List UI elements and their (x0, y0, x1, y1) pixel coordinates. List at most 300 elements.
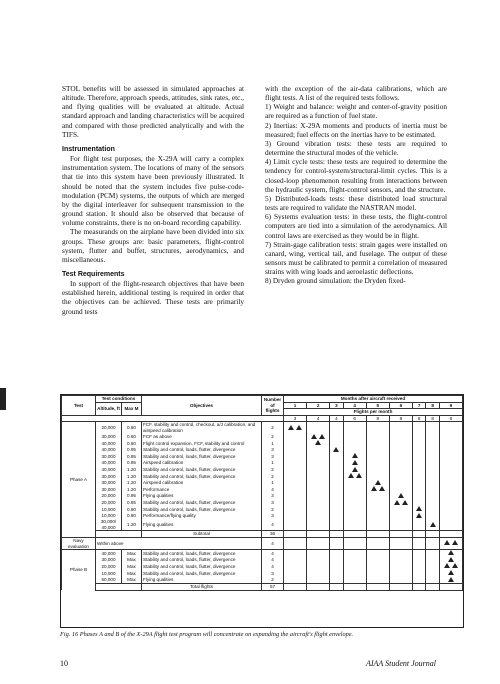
test-flight-marker (444, 540, 450, 545)
schedule-cell (389, 563, 412, 570)
schedule-cell (284, 570, 307, 577)
schedule-cell (439, 519, 462, 531)
table-cell: 3 (262, 447, 284, 454)
table-cell: FCF, stability and control, checkout, a/J calibration, and airspeed calibration (142, 422, 262, 434)
schedule-cell (366, 473, 389, 480)
schedule-cell (413, 467, 426, 474)
schedule-cell (413, 480, 426, 487)
schedule-cell (389, 500, 412, 507)
schedule-cell (343, 460, 366, 467)
table-cell: Flying qualities (142, 493, 262, 500)
table-row (62, 453, 463, 460)
table-cell: Airspeed calibration (142, 460, 262, 467)
schedule-cell (389, 570, 412, 577)
list-item: 5) Distributed-loads tests: these distributed load structural tests are required to validate the NASTRAN model. (265, 193, 447, 213)
schedule-cell (343, 473, 366, 480)
month-label: 8 (426, 402, 439, 409)
schedule-cell (343, 563, 366, 570)
table-cell: 0.95 (122, 447, 142, 454)
schedule-cell (426, 467, 439, 474)
table-cell: Airspeed calibration (142, 480, 262, 487)
schedule-cell (439, 513, 462, 520)
schedule-cell (389, 486, 412, 493)
schedule-cell (343, 584, 366, 591)
table-cell: 20,000 (96, 493, 122, 500)
schedule-cell (426, 570, 439, 577)
table-cell: 4 (262, 563, 284, 570)
table-row (62, 422, 463, 434)
table-row (62, 519, 463, 531)
header-objectives: Objectives (142, 396, 262, 416)
schedule-cell (330, 480, 343, 487)
table-cell: Stability and control, loads, flutter, divergence (142, 473, 262, 480)
schedule-cell (343, 453, 366, 460)
table-cell: 2 (262, 577, 284, 584)
table-cell: Max (122, 570, 142, 577)
table-row (62, 557, 463, 564)
schedule-cell (307, 577, 330, 584)
schedule-cell (439, 570, 462, 577)
schedule-cell (343, 500, 366, 507)
schedule-cell (426, 519, 439, 531)
page-number: 10 (60, 659, 68, 668)
schedule-cell (343, 493, 366, 500)
table-row (62, 447, 463, 454)
table-cell: 10,000 (96, 513, 122, 520)
schedule-cell (439, 577, 462, 584)
schedule-cell (413, 500, 426, 507)
schedule-cell (389, 473, 412, 480)
table-cell: 1.20 (122, 486, 142, 493)
schedule-cell (389, 480, 412, 487)
schedule-cell (426, 538, 439, 550)
table-cell: 0.95 (122, 493, 142, 500)
schedule-cell (330, 500, 343, 507)
schedule-cell (366, 467, 389, 474)
schedule-cell (389, 422, 412, 434)
schedule-cell (389, 513, 412, 520)
list-item: 7) Strain-gage calibration tests: strain gages were installed on canard, wing, vertical tail, and fuselage. The output of these sensors must be calibrated to permit a correlation of measured strains with wing loads and aeroelastic deflections. (265, 239, 447, 277)
schedule-cell (413, 440, 426, 447)
schedule-cell (426, 557, 439, 564)
schedule-cell (413, 493, 426, 500)
schedule-cell (366, 550, 389, 557)
month-label: 7 (413, 402, 426, 409)
test-flight-marker (371, 486, 377, 491)
schedule-cell (426, 440, 439, 447)
schedule-cell (284, 467, 307, 474)
table-cell: 1 (262, 440, 284, 447)
schedule-cell (366, 531, 389, 538)
schedule-cell (426, 577, 439, 584)
table-cell: 40,000 (96, 447, 122, 454)
month-label: 3 (330, 402, 343, 409)
schedule-cell (366, 557, 389, 564)
test-flight-marker (394, 500, 400, 505)
table-cell: Flying qualities (142, 519, 262, 531)
table-cell: 0.95 (122, 500, 142, 507)
schedule-cell (284, 493, 307, 500)
table-cell: 2 (262, 422, 284, 434)
schedule-cell (343, 486, 366, 493)
schedule-cell (330, 557, 343, 564)
schedule-cell (389, 447, 412, 454)
test-flight-marker (398, 493, 404, 498)
schedule-cell (330, 550, 343, 557)
schedule-cell (439, 453, 462, 460)
schedule-cell (389, 453, 412, 460)
schedule-cell (330, 460, 343, 467)
test-flight-marker (315, 440, 321, 445)
phase-label: Phase B (62, 550, 96, 591)
subtotal-label: Subtotal (142, 531, 262, 538)
list-item: 3) Ground vibration tests: these tests are required to determine the structural modes of the vehicle. (265, 138, 447, 158)
schedule-cell (439, 538, 462, 550)
list-item: 4) Limit cycle tests: these tests are required to determine the tendency for control-system/structural-limit cycles. This is a closed-loop phenomenon resulting from interactions between the hydraulic system, flight-control sensors, and the structure. (265, 157, 447, 194)
schedule-cell (426, 513, 439, 520)
table-cell: Stability and control, loads, flutter, divergence (142, 563, 262, 570)
test-flight-marker (352, 453, 358, 458)
paragraph: For flight test purposes, the X-29A will carry a complex instrumentation system. The locations of many of the sensors that tie into this system have been previously illustrated. It should be noted that the system includes five pulse-code-modulation (PCM) systems, the outputs of which are merged by the digital interleaver for subsequent transmission to the ground station. It should also be observed that because of volume constraints, there is no on-board recording capability. (62, 154, 244, 228)
schedule-cell (366, 584, 389, 591)
schedule-cell (307, 557, 330, 564)
schedule-cell (343, 519, 366, 531)
schedule-cell (307, 506, 330, 513)
table-cell: 30,000/ 40,000 (96, 519, 122, 531)
schedule-cell (413, 584, 426, 591)
table-cell: 40,000 (96, 467, 122, 474)
schedule-cell (330, 434, 343, 441)
schedule-cell (426, 584, 439, 591)
schedule-cell (284, 447, 307, 454)
schedule-cell (284, 500, 307, 507)
schedule-cell (307, 460, 330, 467)
table-cell: Stability and control, loads, flutter, divergence (142, 467, 262, 474)
table-cell: Performance (142, 486, 262, 493)
schedule-cell (330, 538, 343, 550)
schedule-cell (284, 460, 307, 467)
header-mach: Max M (122, 402, 142, 415)
schedule-cell (330, 570, 343, 577)
month-label: 4 (343, 402, 366, 409)
test-flight-marker (333, 447, 339, 452)
schedule-cell (413, 506, 426, 513)
schedule-cell (413, 519, 426, 531)
schedule-cell (426, 486, 439, 493)
schedule-cell (389, 493, 412, 500)
schedule-cell (413, 538, 426, 550)
schedule-cell (343, 480, 366, 487)
schedule-cell (413, 550, 426, 557)
table-cell: Max (122, 563, 142, 570)
schedule-cell (413, 447, 426, 454)
schedule-cell (426, 473, 439, 480)
schedule-cell (284, 519, 307, 531)
schedule-cell (439, 506, 462, 513)
total-label: Total flights (142, 584, 262, 591)
schedule-cell (389, 519, 412, 531)
table-cell: Stability and control, loads, flutter, divergence (142, 500, 262, 507)
month-label: 2 (307, 402, 330, 409)
schedule-cell (343, 467, 366, 474)
phase-label: Navy evaluation (62, 538, 96, 550)
schedule-cell (389, 577, 412, 584)
list-item: 1) Weight and balance: weight and center-of-gravity position are required as a function of fuel state. (265, 102, 447, 121)
schedule-cell (330, 531, 343, 538)
table-row (62, 493, 463, 500)
table-cell: Flying qualities (142, 577, 262, 584)
schedule-cell (389, 584, 412, 591)
table-cell: 3 (262, 570, 284, 577)
flight-test-schedule-figure (60, 394, 464, 628)
schedule-cell (343, 447, 366, 454)
schedule-cell (426, 531, 439, 538)
schedule-cell (426, 506, 439, 513)
test-flight-marker (452, 563, 458, 568)
test-flight-marker (444, 563, 450, 568)
table-cell: 0.60 (122, 434, 142, 441)
table-cell: 4 (262, 538, 284, 550)
schedule-cell (366, 486, 389, 493)
subtotal-row (62, 531, 463, 538)
schedule-cell (413, 577, 426, 584)
schedule-cell (330, 577, 343, 584)
schedule-cell (426, 480, 439, 487)
schedule-cell (413, 473, 426, 480)
table-cell: Max (122, 557, 142, 564)
flights-count: 8 (426, 415, 439, 422)
schedule-cell (307, 447, 330, 454)
schedule-cell (284, 577, 307, 584)
table-cell: 30,000 (96, 486, 122, 493)
schedule-cell (389, 557, 412, 564)
test-flight-marker (416, 513, 422, 518)
schedule-cell (307, 519, 330, 531)
schedule-cell (366, 493, 389, 500)
schedule-cell (426, 460, 439, 467)
header-flights-per-month: Flights per month (284, 409, 463, 416)
figure-caption: Fig. 16 Phases A and B of the X-29A flight test program will concentrate on expanding the aircraft's flight envelope. (60, 631, 354, 638)
table-row (62, 563, 463, 570)
table-row (62, 460, 463, 467)
test-flight-marker (288, 425, 294, 430)
table-cell: FCF as above (142, 434, 262, 441)
test-flight-marker (402, 500, 408, 505)
test-flight-marker (430, 522, 436, 527)
page-edge-tab (0, 388, 6, 410)
table-cell: Stability and control, loads, flutter, divergence (142, 453, 262, 460)
schedule-cell (439, 434, 462, 441)
schedule-cell (413, 513, 426, 520)
table-cell: 1 (262, 460, 284, 467)
schedule-cell (307, 563, 330, 570)
flights-count: 8 (366, 415, 389, 422)
header-test: Test (62, 396, 96, 416)
schedule-cell (439, 467, 462, 474)
schedule-cell (330, 519, 343, 531)
schedule-cell (343, 531, 366, 538)
table-cell: 4 (262, 486, 284, 493)
schedule-cell (307, 434, 330, 441)
table-cell: 0.60 (122, 440, 142, 447)
schedule-cell (330, 467, 343, 474)
schedule-cell (366, 513, 389, 520)
table-cell (96, 531, 142, 538)
schedule-cell (366, 500, 389, 507)
test-flight-marker (319, 434, 325, 439)
test-flight-marker (352, 467, 358, 472)
section-heading: Instrumentation (62, 145, 115, 153)
schedule-cell (307, 440, 330, 447)
flights-count: 8 (439, 415, 462, 422)
schedule-cell (439, 440, 462, 447)
schedule-cell (343, 550, 366, 557)
table-cell: 2 (262, 473, 284, 480)
table-cell (96, 584, 142, 591)
table-row (62, 480, 463, 487)
table-row (62, 577, 463, 584)
table-cell: 2 (262, 434, 284, 441)
test-flight-marker (448, 577, 454, 582)
month-label: 5 (366, 402, 389, 409)
schedule-cell (343, 538, 366, 550)
table-cell: Stability and control, loads, flutter, divergence (142, 506, 262, 513)
flights-count: 4 (307, 415, 330, 422)
schedule-cell (366, 440, 389, 447)
table-cell: 30,000 (96, 473, 122, 480)
table-cell: 0.95 (122, 453, 142, 460)
schedule-cell (330, 440, 343, 447)
schedule-cell (330, 473, 343, 480)
list-item: 2) Inertias: X-29A moments and products of inertia must be measured; fuel effects on the inertias have to be estimated. (265, 120, 447, 139)
table-row (62, 434, 463, 441)
schedule-cell (284, 440, 307, 447)
schedule-cell (307, 453, 330, 460)
schedule-cell (366, 434, 389, 441)
schedule-cell (389, 538, 412, 550)
table-cell: 20,000 (96, 563, 122, 570)
schedule-cell (307, 584, 330, 591)
schedule-cell (307, 531, 330, 538)
schedule-cell (366, 519, 389, 531)
schedule-cell (284, 538, 307, 550)
schedule-cell (439, 486, 462, 493)
table-cell: Max (122, 550, 142, 557)
schedule-cell (330, 506, 343, 513)
schedule-cell (307, 493, 330, 500)
table-cell: Stability and control, loads, flutter, divergence (142, 550, 262, 557)
schedule-cell (426, 493, 439, 500)
schedule-cell (389, 434, 412, 441)
schedule-cell (307, 467, 330, 474)
schedule-cell (389, 440, 412, 447)
schedule-cell (307, 550, 330, 557)
test-flight-marker (375, 480, 381, 485)
table-cell: 0.60 (122, 422, 142, 434)
schedule-cell (426, 422, 439, 434)
schedule-cell (366, 480, 389, 487)
schedule-cell (343, 422, 366, 434)
table-cell: 1.20 (122, 519, 142, 531)
schedule-cell (426, 563, 439, 570)
flights-count: 6 (343, 415, 366, 422)
table-cell: 0.95 (122, 460, 142, 467)
schedule-cell (439, 557, 462, 564)
table-cell: 10,000 (96, 506, 122, 513)
schedule-cell (284, 584, 307, 591)
schedule-cell (284, 557, 307, 564)
schedule-cell (366, 460, 389, 467)
schedule-cell (284, 486, 307, 493)
flight-test-table (61, 395, 463, 591)
test-flight-marker (416, 506, 422, 511)
flights-count: 8 (413, 415, 426, 422)
schedule-cell (343, 440, 366, 447)
paragraph: STOL benefits will be assessed in simulated approaches at altitude. Therefore, approach speeds, attitudes, sink rates, etc., and flying qualities will be evaluated at altitude. Actual standard approach and landing characteristics will be acquired and compared with those predicted analytically and with the TIFS. (62, 84, 244, 139)
table-cell: 4 (262, 557, 284, 564)
flights-count: 3 (284, 415, 307, 422)
schedule-cell (307, 513, 330, 520)
table-cell: 30,000 (96, 453, 122, 460)
test-flight-marker (448, 570, 454, 575)
schedule-cell (284, 453, 307, 460)
flights-count: 8 (389, 415, 412, 422)
table-cell: 3 (262, 493, 284, 500)
navy-row (62, 538, 463, 550)
table-cell: 3 (262, 513, 284, 520)
table-cell: Performance/flying quality (142, 513, 262, 520)
phase-label: Phase A (62, 422, 96, 538)
table-cell: Stability and control, loads, flutter, divergence (142, 557, 262, 564)
schedule-cell (307, 473, 330, 480)
table-cell: 40,000 (96, 550, 122, 557)
schedule-cell (439, 493, 462, 500)
schedule-cell (330, 563, 343, 570)
schedule-cell (413, 557, 426, 564)
schedule-cell (343, 570, 366, 577)
schedule-cell (439, 563, 462, 570)
table-cell: 2 (262, 506, 284, 513)
schedule-cell (366, 538, 389, 550)
schedule-cell (439, 500, 462, 507)
schedule-cell (366, 453, 389, 460)
table-cell: 4 (262, 550, 284, 557)
paragraph: The measurands on the airplane have been divided into six groups. These groups are: basic parameters, flight-control system, flutter and buffet, structures, aerodynamics, and miscellaneous. (62, 227, 244, 264)
table-row (62, 513, 463, 520)
schedule-cell (413, 531, 426, 538)
schedule-cell (413, 453, 426, 460)
schedule-cell (343, 434, 366, 441)
table-cell: Max (122, 577, 142, 584)
table-cell: 30,000 (96, 480, 122, 487)
test-flight-marker (379, 486, 385, 491)
schedule-cell (330, 453, 343, 460)
schedule-cell (439, 447, 462, 454)
table-cell (62, 415, 284, 422)
schedule-cell (413, 434, 426, 441)
table-cell: 20,000 (96, 422, 122, 434)
table-cell: 0.80 (122, 513, 142, 520)
schedule-cell (330, 513, 343, 520)
schedule-cell (426, 434, 439, 441)
schedule-cell (284, 422, 307, 434)
test-flight-marker (348, 473, 354, 478)
schedule-cell (284, 506, 307, 513)
schedule-cell (284, 480, 307, 487)
test-flight-marker (352, 460, 358, 465)
schedule-cell (413, 570, 426, 577)
schedule-cell (426, 500, 439, 507)
